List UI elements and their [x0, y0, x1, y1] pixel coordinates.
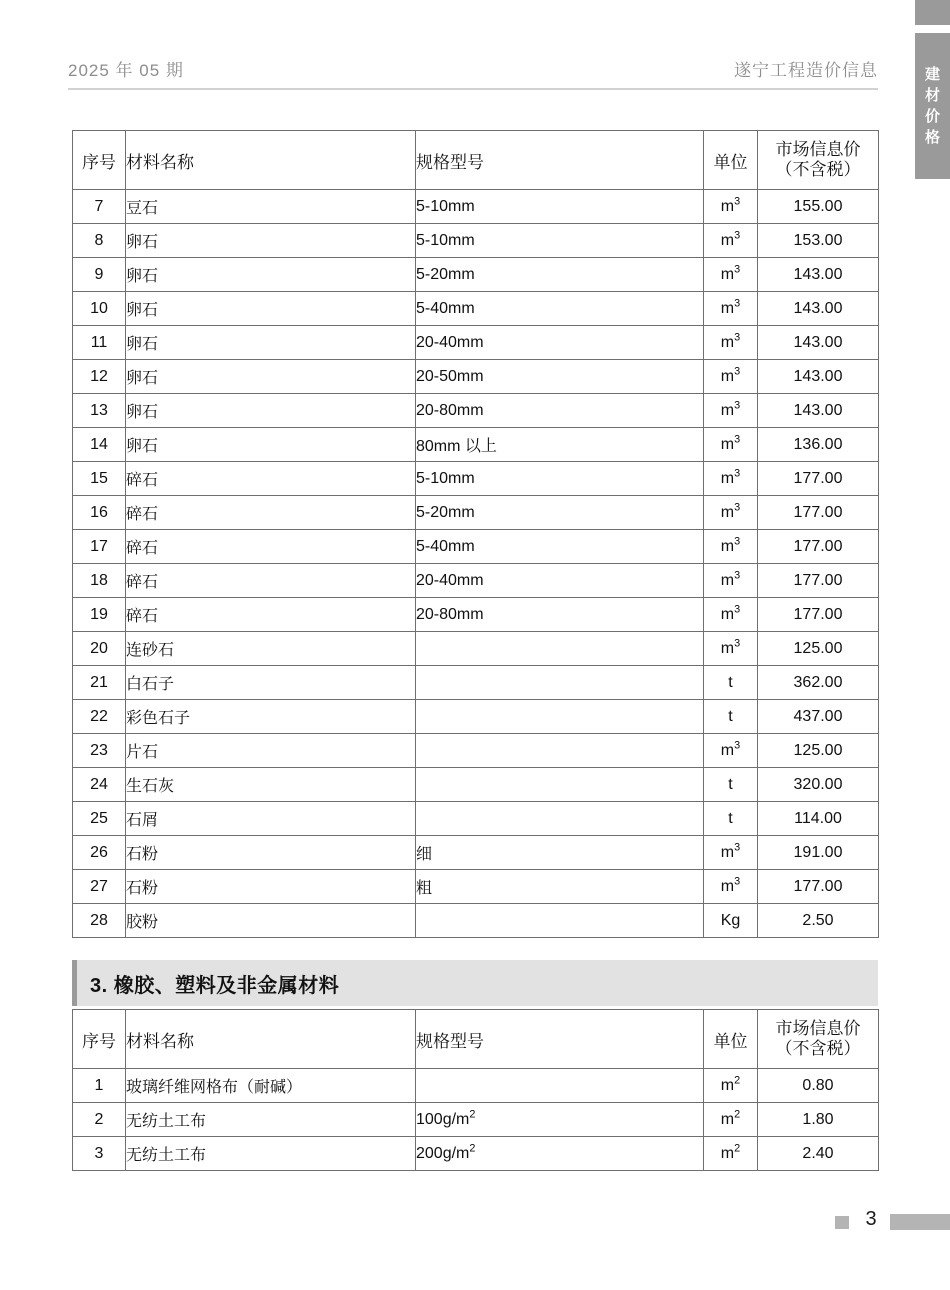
section-heading-text: 3. 橡胶、塑料及非金属材料 [90, 974, 340, 997]
table-row [73, 326, 879, 360]
cell-unit: Kg [704, 904, 758, 938]
table-row [73, 1137, 879, 1171]
cell-unit: $m^3$ [704, 428, 758, 462]
table-row [73, 1069, 879, 1103]
header-publication-title: 遂宁工程造价信息 [734, 61, 878, 80]
cell-no: 7 [73, 190, 126, 224]
cell-no: 19 [73, 598, 126, 632]
cell-market-price: 437.00 [758, 700, 879, 734]
cell-no: 11 [73, 326, 126, 360]
cell-unit: $m^3$ [704, 190, 758, 224]
table-row [73, 904, 879, 938]
cell-no: 18 [73, 564, 126, 598]
cell-unit: $m^3$ [704, 224, 758, 258]
cell-market-price: 143.00 [758, 258, 879, 292]
cell-unit: $m^2$ [704, 1069, 758, 1103]
side-tab-char-1: 建 [924, 66, 940, 83]
column-header-price-line1: 市场信息价 [775, 139, 861, 159]
table-row [73, 462, 879, 496]
cell-material-name: 碎石 [126, 598, 416, 632]
cell-material-name: 卵石 [126, 326, 416, 360]
footer-page-number: 3 [865, 1208, 877, 1230]
cell-unit: $m^3$ [704, 530, 758, 564]
table-row [73, 666, 879, 700]
cell-unit: $m^3$ [704, 496, 758, 530]
cell-specification: $200g/m^2$ [416, 1137, 704, 1171]
side-tab-char-4: 格 [924, 129, 940, 146]
cell-market-price: 2.50 [758, 904, 879, 938]
column-header-spec: 规格型号 [416, 1010, 704, 1069]
cell-market-price: 177.00 [758, 598, 879, 632]
side-tab-top-block [915, 0, 950, 25]
cell-specification: 5-10mm [416, 462, 704, 496]
cell-no: 25 [73, 802, 126, 836]
cell-unit: $m^3$ [704, 360, 758, 394]
table-row [73, 564, 879, 598]
cell-unit: $m^3$ [704, 598, 758, 632]
cell-unit: $m^3$ [704, 394, 758, 428]
column-header-spec: 规格型号 [416, 131, 704, 190]
cell-unit: $m^3$ [704, 326, 758, 360]
cell-specification: 80mm 以上 [416, 428, 704, 462]
cell-no: 15 [73, 462, 126, 496]
cell-material-name: 卵石 [126, 394, 416, 428]
table-row [73, 734, 879, 768]
cell-market-price: 143.00 [758, 326, 879, 360]
cell-market-price: 177.00 [758, 564, 879, 598]
cell-no: 14 [73, 428, 126, 462]
cell-no: 26 [73, 836, 126, 870]
cell-unit: t [704, 802, 758, 836]
column-header-no: 序号 [73, 1010, 126, 1069]
cell-unit: $m^3$ [704, 258, 758, 292]
table-row [73, 870, 879, 904]
column-header-price-line1: 市场信息价 [775, 1018, 861, 1038]
cell-market-price: 191.00 [758, 836, 879, 870]
column-header-unit: 单位 [704, 131, 758, 190]
cell-no: 23 [73, 734, 126, 768]
cell-specification: 细 [416, 836, 704, 870]
cell-no: 3 [73, 1137, 126, 1171]
material-price-table-rubber-plastic [72, 1009, 879, 1171]
table-row [73, 768, 879, 802]
table-row [73, 258, 879, 292]
cell-unit: $m^2$ [704, 1103, 758, 1137]
cell-no: 20 [73, 632, 126, 666]
column-header-price [758, 131, 879, 190]
footer-gray-bar [890, 1214, 950, 1230]
cell-unit: $m^3$ [704, 632, 758, 666]
cell-market-price: 2.40 [758, 1137, 879, 1171]
table-row [73, 700, 879, 734]
cell-unit: $m^3$ [704, 870, 758, 904]
cell-unit: $m^3$ [704, 462, 758, 496]
cell-no: 17 [73, 530, 126, 564]
column-header-name: 材料名称 [126, 131, 416, 190]
cell-no: 22 [73, 700, 126, 734]
cell-unit: $m^3$ [704, 734, 758, 768]
cell-material-name: 碎石 [126, 496, 416, 530]
cell-specification: 粗 [416, 870, 704, 904]
table-row [73, 802, 879, 836]
table-header-row [73, 1010, 879, 1069]
cell-material-name: 卵石 [126, 224, 416, 258]
cell-material-name: 卵石 [126, 292, 416, 326]
cell-no: 2 [73, 1103, 126, 1137]
cell-specification: $100g/m^2$ [416, 1103, 704, 1137]
cell-material-name: 彩色石子 [126, 700, 416, 734]
cell-material-name: 石粉 [126, 870, 416, 904]
cell-no: 13 [73, 394, 126, 428]
cell-market-price: 177.00 [758, 496, 879, 530]
cell-market-price: 177.00 [758, 530, 879, 564]
footer-square-marker [835, 1216, 849, 1229]
column-header-price-line2: （不含税） [775, 160, 861, 179]
cell-market-price: 177.00 [758, 462, 879, 496]
cell-market-price: 320.00 [758, 768, 879, 802]
cell-material-name: 无纺土工布 [126, 1137, 416, 1171]
cell-material-name: 豆石 [126, 190, 416, 224]
cell-unit: $m^2$ [704, 1137, 758, 1171]
section-heading-rubber-plastic-nonmetal [72, 960, 878, 1006]
cell-specification [416, 768, 704, 802]
side-tab-building-material-price [915, 33, 950, 179]
table-row [73, 360, 879, 394]
cell-specification: 5-10mm [416, 224, 704, 258]
cell-no: 8 [73, 224, 126, 258]
cell-specification: 5-20mm [416, 258, 704, 292]
cell-no: 21 [73, 666, 126, 700]
table-row [73, 224, 879, 258]
cell-specification: 20-40mm [416, 564, 704, 598]
header-issue-date: 2025 年 05 期 [68, 61, 184, 80]
cell-no: 28 [73, 904, 126, 938]
cell-material-name: 生石灰 [126, 768, 416, 802]
cell-market-price: 155.00 [758, 190, 879, 224]
cell-material-name: 卵石 [126, 428, 416, 462]
cell-no: 12 [73, 360, 126, 394]
cell-market-price: 153.00 [758, 224, 879, 258]
cell-material-name: 碎石 [126, 564, 416, 598]
table-row [73, 190, 879, 224]
cell-material-name: 碎石 [126, 530, 416, 564]
cell-market-price: 114.00 [758, 802, 879, 836]
cell-specification: 5-40mm [416, 292, 704, 326]
cell-no: 27 [73, 870, 126, 904]
page-running-header [68, 54, 878, 90]
side-tab-char-3: 价 [924, 108, 940, 125]
table-row [73, 1103, 879, 1137]
cell-unit: $m^3$ [704, 292, 758, 326]
cell-specification: 20-40mm [416, 326, 704, 360]
cell-specification [416, 734, 704, 768]
cell-market-price: 143.00 [758, 360, 879, 394]
cell-no: 16 [73, 496, 126, 530]
cell-no: 10 [73, 292, 126, 326]
column-header-name: 材料名称 [126, 1010, 416, 1069]
cell-material-name: 碎石 [126, 462, 416, 496]
table-row [73, 496, 879, 530]
side-tab-char-2: 材 [924, 87, 940, 104]
cell-specification: 5-10mm [416, 190, 704, 224]
cell-specification [416, 1069, 704, 1103]
cell-material-name: 连砂石 [126, 632, 416, 666]
cell-specification: 20-80mm [416, 598, 704, 632]
cell-no: 1 [73, 1069, 126, 1103]
material-price-table-stone [72, 130, 879, 938]
table-header-row [73, 131, 879, 190]
cell-unit: $m^3$ [704, 564, 758, 598]
table-row [73, 292, 879, 326]
cell-material-name: 玻璃纤维网格布（耐碱） [126, 1069, 416, 1103]
column-header-no: 序号 [73, 131, 126, 190]
cell-market-price: 177.00 [758, 870, 879, 904]
cell-material-name: 卵石 [126, 360, 416, 394]
cell-material-name: 白石子 [126, 666, 416, 700]
cell-market-price: 0.80 [758, 1069, 879, 1103]
cell-market-price: 143.00 [758, 292, 879, 326]
cell-unit: $m^3$ [704, 836, 758, 870]
table-row [73, 428, 879, 462]
table-row [73, 632, 879, 666]
cell-market-price: 362.00 [758, 666, 879, 700]
cell-specification [416, 802, 704, 836]
cell-no: 24 [73, 768, 126, 802]
cell-specification: 5-20mm [416, 496, 704, 530]
cell-market-price: 143.00 [758, 394, 879, 428]
table-row [73, 836, 879, 870]
cell-unit: t [704, 768, 758, 802]
cell-material-name: 石屑 [126, 802, 416, 836]
cell-specification: 20-80mm [416, 394, 704, 428]
cell-no: 9 [73, 258, 126, 292]
table-row [73, 530, 879, 564]
cell-unit: t [704, 666, 758, 700]
cell-material-name: 卵石 [126, 258, 416, 292]
cell-specification: 5-40mm [416, 530, 704, 564]
cell-market-price: 125.00 [758, 632, 879, 666]
table-row [73, 598, 879, 632]
cell-unit: t [704, 700, 758, 734]
column-header-unit: 单位 [704, 1010, 758, 1069]
cell-market-price: 1.80 [758, 1103, 879, 1137]
cell-material-name: 胶粉 [126, 904, 416, 938]
cell-market-price: 136.00 [758, 428, 879, 462]
cell-specification [416, 632, 704, 666]
cell-specification: 20-50mm [416, 360, 704, 394]
cell-specification [416, 700, 704, 734]
cell-material-name: 片石 [126, 734, 416, 768]
column-header-price [758, 1010, 879, 1069]
cell-specification [416, 666, 704, 700]
cell-material-name: 无纺土工布 [126, 1103, 416, 1137]
table-row [73, 394, 879, 428]
cell-material-name: 石粉 [126, 836, 416, 870]
cell-market-price: 125.00 [758, 734, 879, 768]
column-header-price-line2: （不含税） [775, 1039, 861, 1058]
cell-specification [416, 904, 704, 938]
